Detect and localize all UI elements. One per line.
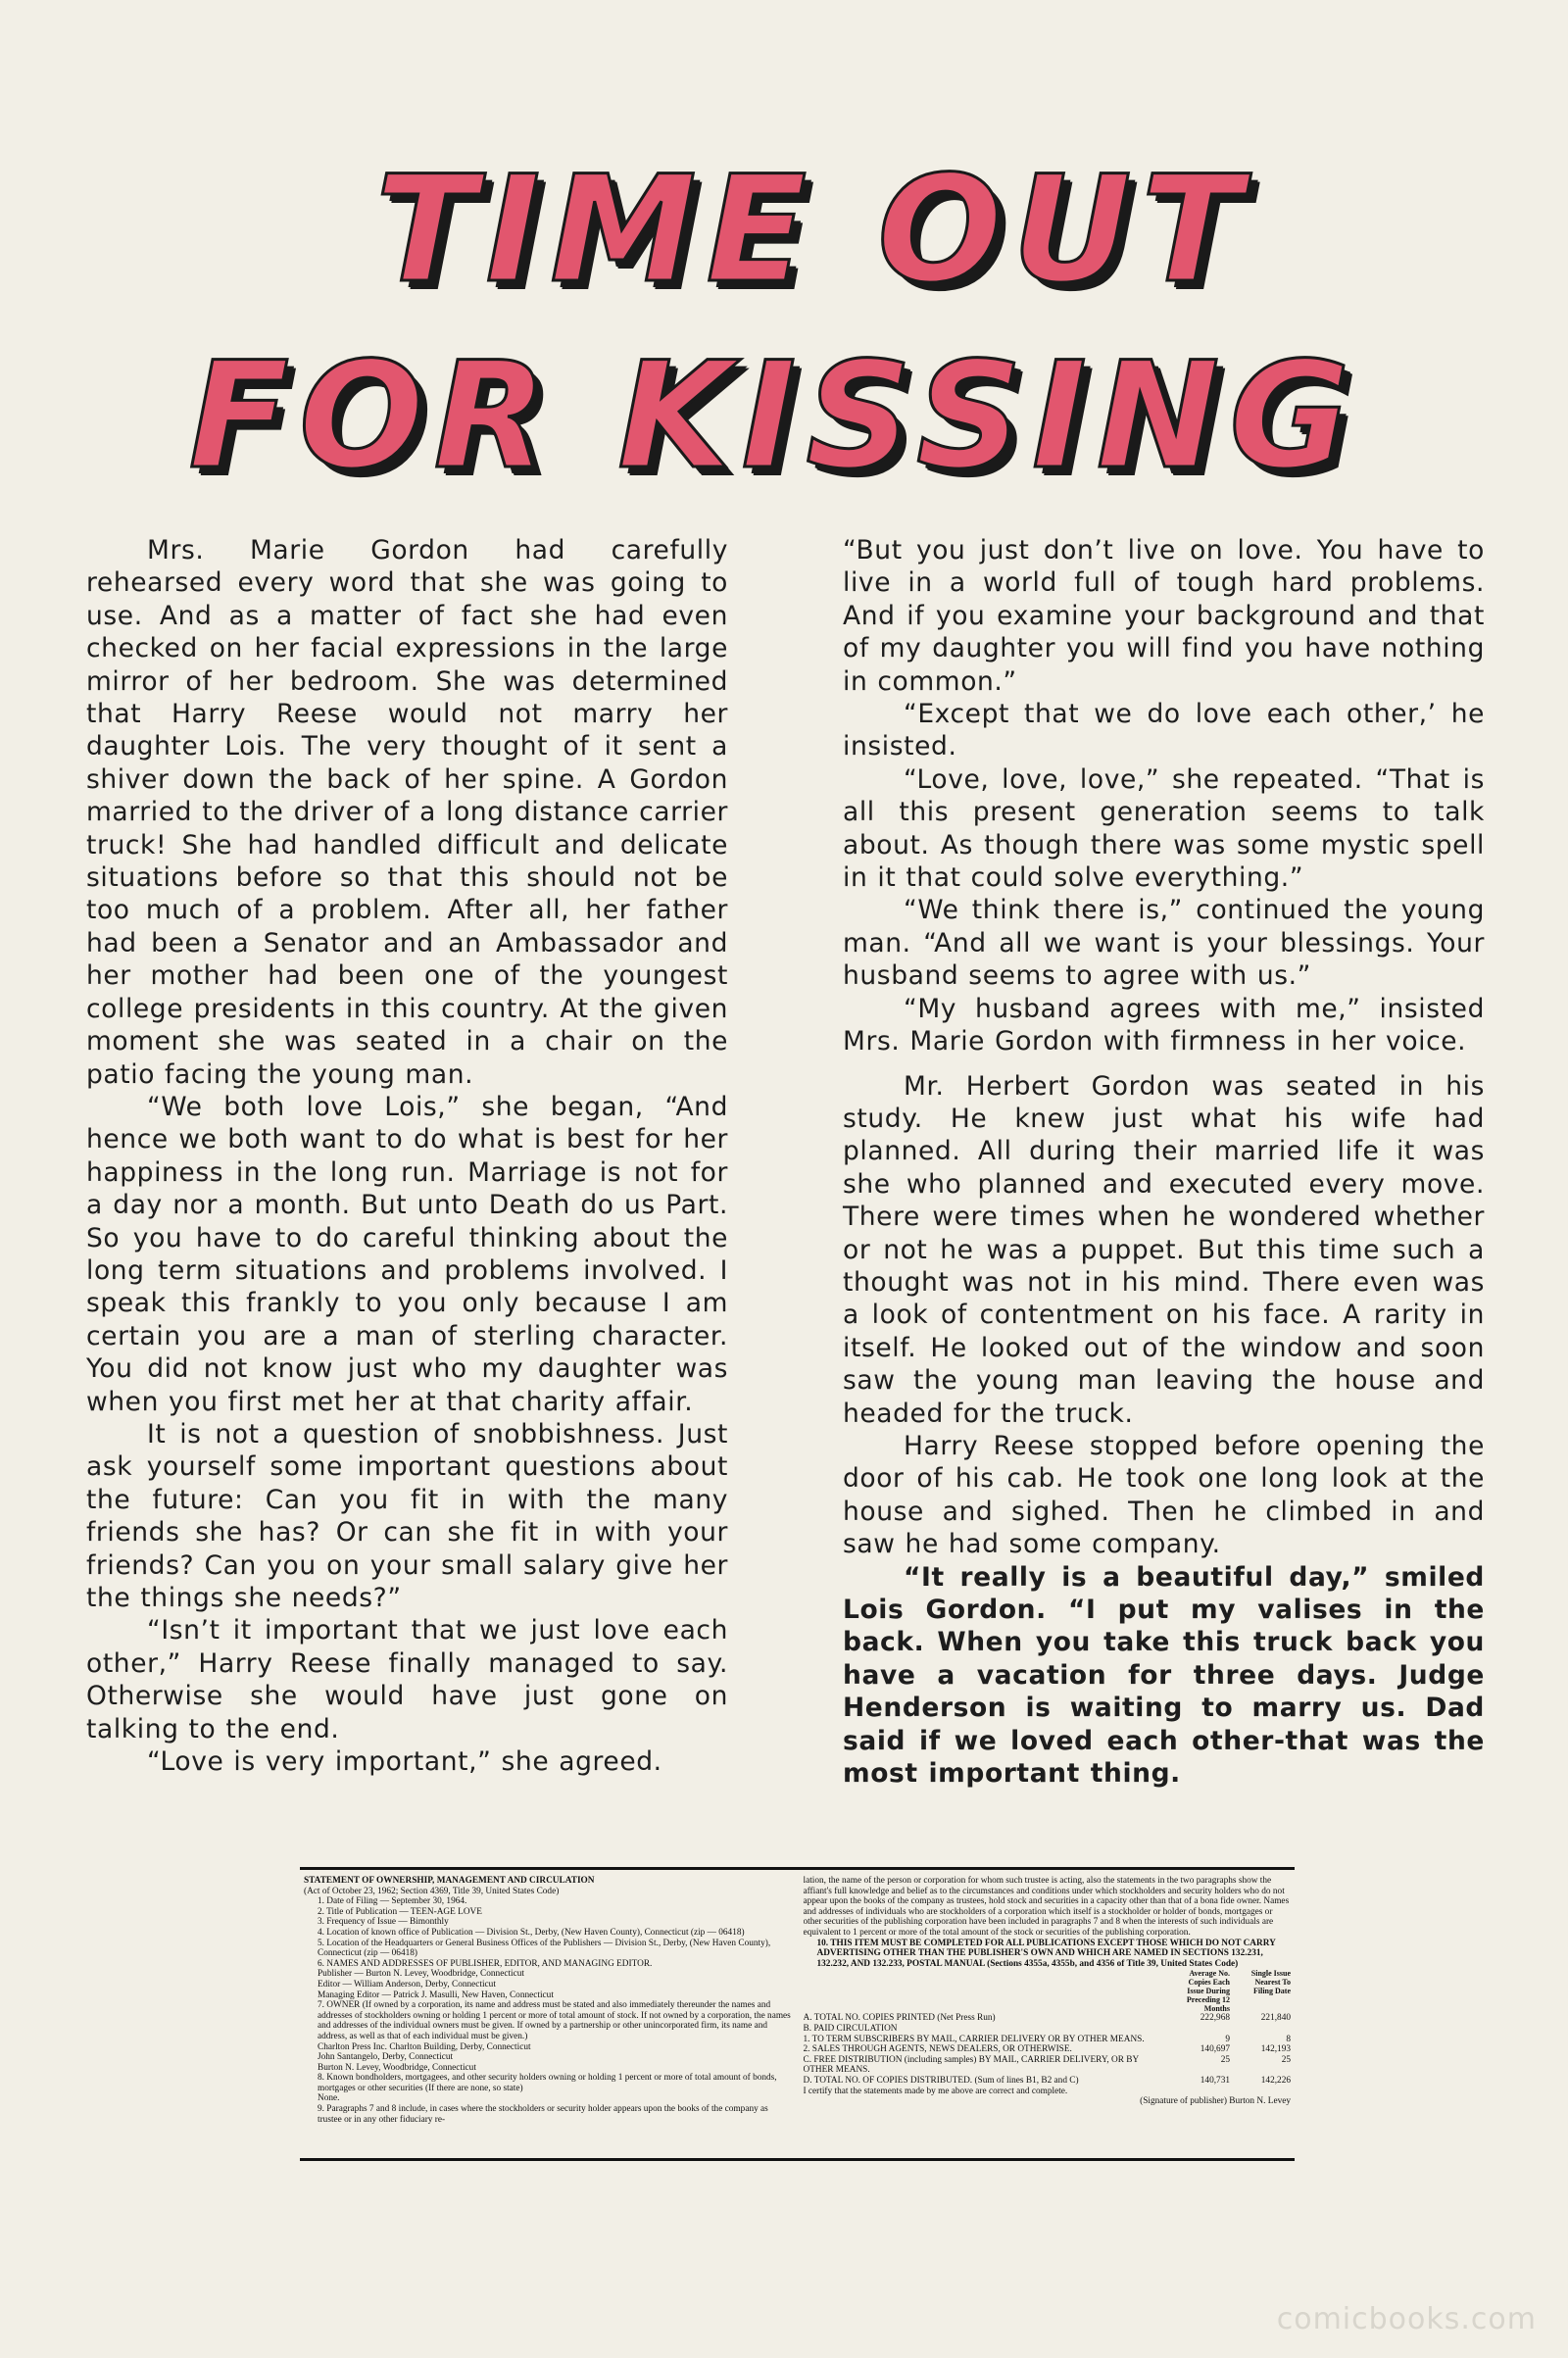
story-paragraph: It is not a question of snobbishness. Just ask yourself some important questions about the future: Can you fit in with the many friends she has? Or can she fit in with your friends? Can you on your small salary give her the things she needs?” [86,1418,728,1613]
statement-item: Burton N. Levey, Woodbridge, Connecticut [318,2062,476,2073]
row-value [1230,2024,1291,2035]
row-value: 222,968 [1200,2013,1230,2024]
circulation-row [804,2076,1292,2087]
story-paragraph: “My husband agrees with me,” insisted Mrs. Marie Gordon with firmness in her voice. [843,993,1485,1057]
story-column-right [843,534,1485,1790]
circulation-row [804,2035,1292,2045]
ownership-statement [300,1867,1295,2161]
title-line-1: TIME OUT [375,145,1251,316]
row-value: 25 [1220,2054,1230,2065]
statement-item: John Santangelo, Derby, Connecticut [318,2052,454,2063]
story-paragraph: Mr. Herbert Gordon was seated in his study. He knew just what his wife had planned. All during their married life it was she who planned and executed every move. There were times when he wondered whether or not he was a puppet. But this time such a thought was not in his mind. There even was a look of contentment on his face. A rarity in itself. He looked out of the window and soon saw the young man leaving the house and headed for the truck. [843,1070,1485,1429]
story-paragraph: “Love, love, love,” she repeated. “That is all this present generation seems to talk about. As though there was some mystic spell in it that could solve everything.” [843,763,1485,894]
row-value: 9 [1225,2034,1230,2044]
circulation-row [804,2024,1292,2035]
circulation-table [804,1969,1292,2086]
story-paragraph: “Love is very important,” she agreed. [147,1746,662,1778]
row-label: 1. TO TERM SUBSCRIBERS BY MAIL, CARRIER DELIVERY OR BY OTHER MEANS. [803,2034,1145,2044]
statement-item: 1. Date of Filing — September 30, 1964. [318,1896,467,1907]
statement-item: 7. OWNER (If owned by a corporation, its name and address must be stated and also immediately thereunder the names and addresses of stockholders owning or holding 1 percent or more of total amount of stock. If not owned by a corporation, the names and addresses of the individual owners must be given. If owned by a partnership or other unincorporated firm, its name and address, as well as that of each individual must be given.) [318,2000,791,2041]
row-value: 140,697 [1200,2044,1230,2055]
column-header: Single Issue Nearest To Filing Date [1250,1969,1291,1996]
column-header: Average No. Copies Each Issue During Preceding 12 Months [1186,1969,1230,2014]
row-label: 2. SALES THROUGH AGENTS, NEWS DEALERS, OR OTHERWISE. [803,2044,1072,2055]
statement-continuation: lation, the name of the person or corporation for whom such trustee is acting, also the statements in the two paragraphs show the affiant's full knowledge and belief as to the circumstances and conditions under which stockholders and security holders who do not appear upon the books of the company as trustees, hold stock and securities in a capacity other than that of a bona fide owner. Names and addresses of individuals who are stockholders of a corporation which itself is a stockholder or holder of bonds, mortgages or other securities of the publishing corporation have been included in paragraphs 7 and 8 when the interests of such individuals are equivalent to 1 percent or more of the total amount of the stock or securities of the publishing corporation. [803,1876,1290,1938]
story-paragraph: Mrs. Marie Gordon had carefully rehearsed every word that she was going to use. And as a matter of fact she had even checked on her facial expressions in the large mirror of her bedroom. She was determined that Harry Reese would not marry her daughter Lois. The very thought of it sent a shiver down the back of her spine. A Gordon married to the driver of a long distance carrier truck! She had handled difficult and delicate situations before so that this should not be too much of a problem. After all, her father had been a Senator and an Ambassador and her mother had been one of the youngest college presidents in this country. At the given moment she was seated in a chair on the patio facing the young man. [86,535,728,1090]
statement-item: 9. Paragraphs 7 and 8 include, in cases where the stockholders or security holder appears upon the books of the company as trustee or in any other fiduciary re- [318,2104,768,2125]
statement-item: 4. Location of known office of Publication — Division St., Derby, (New Haven County), Connecticut (zip — 06418) [318,1927,745,1938]
statement-item: 6. NAMES AND ADDRESSES OF PUBLISHER, EDITOR, AND MANAGING EDITOR. [318,1958,653,1969]
statement-item: 2. Title of Publication — TEEN-AGE LOVE [318,1906,482,1917]
circulation-header-row [804,1969,1292,2013]
statement-item: Editor — William Anderson, Derby, Connecticut [318,1979,496,1990]
statement-item: Managing Editor — Patrick J. Masulli, New Haven, Connecticut [318,1990,554,2000]
row-value: 142,193 [1260,2044,1291,2055]
statement-signature: (Signature of publisher) Burton N. Levey [1140,2096,1291,2107]
statement-column-right [804,1876,1292,2152]
statement-item-10: 10. THIS ITEM MUST BE COMPLETED FOR ALL PUBLICATIONS EXCEPT THOSE WHICH DO NOT CARRY ADVERTISING OTHER THAN THE PUBLISHER'S OWN AND WHICH ARE NAMED IN SECTIONS 132.231, 132.232, AND 132.233, POSTAL MANUAL (Sections 4355a, 4355b, and 4356 of Title 39, United States Code) [816,1938,1276,1969]
title-line-2: FOR KISSING [188,331,1360,502]
circulation-row [804,2013,1292,2024]
row-label: D. TOTAL NO. OF COPIES DISTRIBUTED. (Sum of lines B1, B2 and C) [803,2075,1079,2086]
row-value: 8 [1286,2034,1291,2044]
statement-item: 5. Location of the Headquarters or General Business Offices of the Publishers — Division St., Derby, (New Haven County), Connecticut (zip — 06418) [318,1938,771,1959]
statement-column-left [304,1876,792,2152]
statement-certify: I certify that the statements made by me above are correct and complete. [803,2086,1068,2096]
row-label: B. PAID CIRCULATION [803,2023,898,2034]
row-value: 140,731 [1200,2075,1230,2086]
story-paragraph: “We think there is,” continued the young man. “And all we want is your blessings. Your husband seems to agree with us.” [843,895,1485,992]
row-value: 25 [1281,2054,1291,2065]
story-paragraph: “We both love Lois,” she began, “And hence we both want to do what is best for her happiness in the long run. Marriage is not for a day nor a month. But unto Death do us Part. So you have to do careful thinking about the long term situations and problems involved. I speak this frankly to you only because I am certain you are a man of sterling character. You did not know just who my daughter was when you first met her at that charity affair. [86,1091,728,1417]
story-title [147,137,1421,510]
circulation-row [804,2055,1292,2076]
row-value: 221,840 [1260,2013,1291,2024]
statement-item: None. [318,2093,340,2104]
row-label: A. TOTAL NO. COPIES PRINTED (Net Press Run) [803,2013,996,2024]
statement-item: 8. Known bondholders, mortgagees, and other security holders owning or holding 1 percent or more of total amount of bonds, mortgages or other securities (If there are none, so state) [318,2073,777,2093]
row-label: C. FREE DISTRIBUTION (including samples) BY MAIL, CARRIER DELIVERY, OR BY OTHER MEANS. [803,2054,1139,2076]
row-value [1169,2024,1230,2035]
statement-item: Publisher — Burton N. Levey, Woodbridge, Connecticut [318,1969,524,1980]
story-paragraph: “Except that we do love each other,’ he insisted. [843,699,1485,762]
story-paragraph: Harry Reese stopped before opening the door of his cab. He took one long look at the house and sighed. Then he climbed in and saw he had some company. [843,1430,1485,1560]
statement-item: 3. Frequency of Issue — Bimonthly [318,1917,449,1928]
row-value: 142,226 [1260,2075,1291,2086]
statement-heading: STATEMENT OF OWNERSHIP, MANAGEMENT AND CIRCULATION [304,1876,595,1886]
story-paragraph: “It really is a beautiful day,” smiled Lois Gordon. “I put my valises in the back. When you take this truck back you have a vacation for three days. Judge Henderson is waiting to marry us. Dad said if we loved each other-that was the most important thing. [843,1561,1485,1790]
statement-act: (Act of October 23, 1962; Section 4369, Title 39, United States Code) [304,1886,560,1896]
watermark-text: comicbooks.com [1276,2302,1537,2336]
statement-item: Charlton Press Inc. Charlton Building, Derby, Connecticut [318,2041,531,2052]
story-paragraph: “Isn’t it important that we just love each other,” Harry Reese finally managed to say. Otherwise she would have just gone on talking to the end. [86,1615,728,1744]
story-column-left [86,534,728,1778]
story-paragraph: “But you just don’t live on love. You have to live in a world full of tough hard problems. And if you examine your background and that of my daughter you will find you have nothing in common.” [843,535,1485,697]
circulation-row [804,2044,1292,2055]
